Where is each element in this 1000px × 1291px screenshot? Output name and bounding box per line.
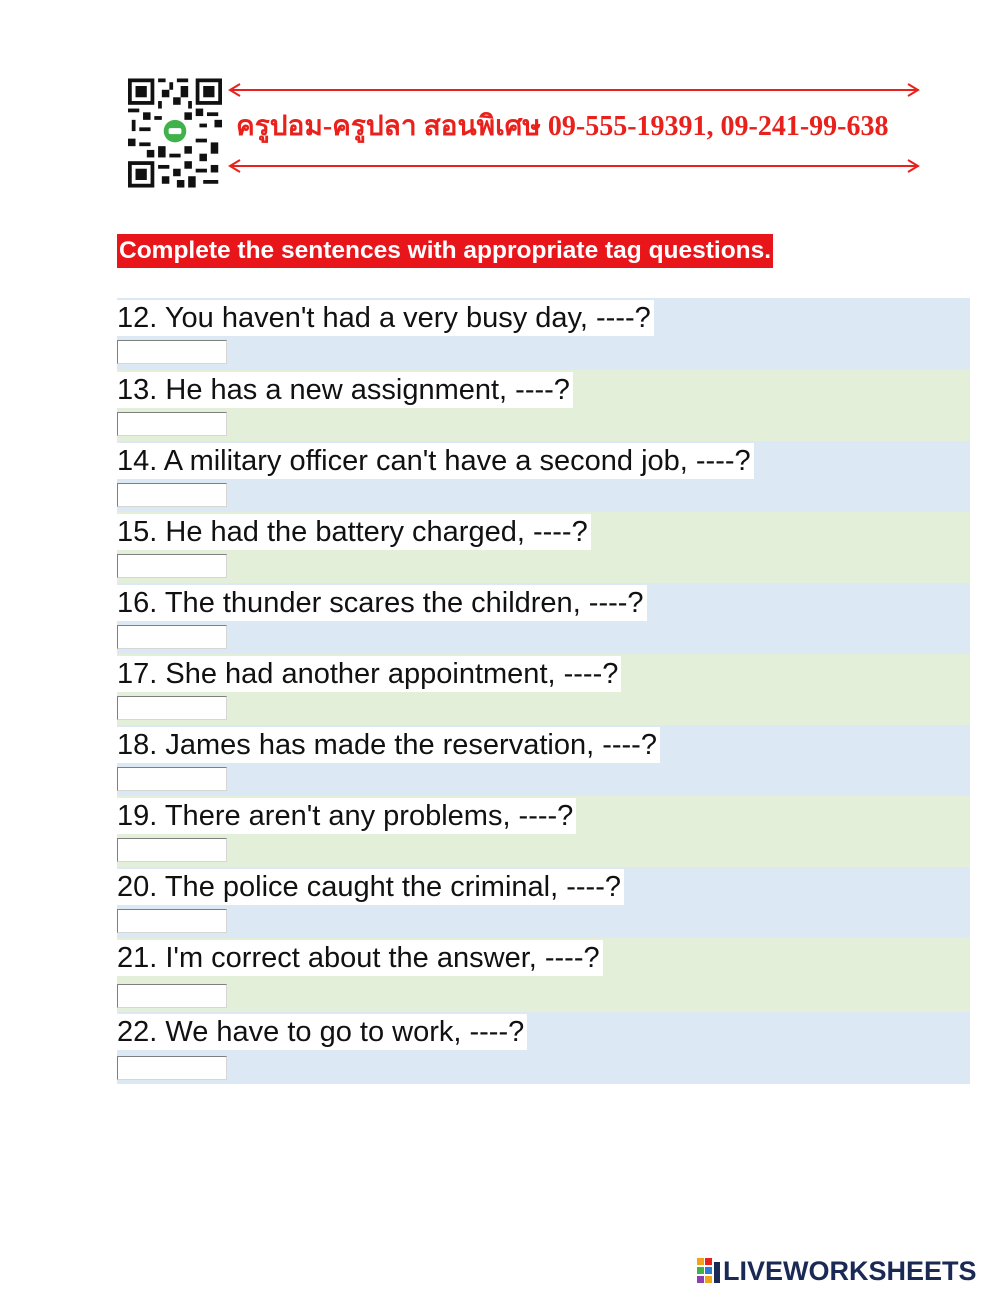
qr-code-icon [128, 78, 222, 188]
question-row-12 [117, 298, 970, 370]
question-row-14 [117, 441, 970, 512]
question-text: 19. There aren't any problems, ----? [117, 798, 576, 834]
answer-input-13[interactable] [117, 412, 227, 436]
question-row-18 [117, 725, 970, 796]
answer-input-12[interactable] [117, 340, 227, 364]
question-text: 20. The police caught the criminal, ----? [117, 869, 624, 905]
question-row-20 [117, 867, 970, 938]
question-row-16 [117, 583, 970, 654]
question-text: 16. The thunder scares the children, ----? [117, 585, 647, 621]
worksheet-header [120, 70, 930, 200]
question-text: 15. He had the battery charged, ----? [117, 514, 591, 550]
question-text: 21. I'm correct about the answer, ----? [117, 940, 603, 976]
answer-input-22[interactable] [117, 1056, 227, 1080]
question-row-22 [117, 1012, 970, 1084]
answer-input-21[interactable] [117, 984, 227, 1008]
answer-input-14[interactable] [117, 483, 227, 507]
answer-input-15[interactable] [117, 554, 227, 578]
contact-line: ครูปอม-ครูปลา สอนพิเศษ 09-555-19391, 09-241-99-638 [236, 111, 889, 142]
answer-input-19[interactable] [117, 838, 227, 862]
double-arrow-bottom-icon [228, 158, 920, 174]
question-row-21 [117, 938, 970, 1012]
question-text: 13. He has a new assignment, ----? [117, 372, 573, 408]
liveworksheets-logo [697, 1254, 977, 1288]
question-row-19 [117, 796, 970, 867]
answer-input-20[interactable] [117, 909, 227, 933]
question-text: 18. James has made the reservation, ----? [117, 727, 660, 763]
question-row-13 [117, 370, 970, 441]
answer-input-17[interactable] [117, 696, 227, 720]
answer-input-18[interactable] [117, 767, 227, 791]
question-text: 14. A military officer can't have a second job, ----? [117, 443, 754, 479]
answer-input-16[interactable] [117, 625, 227, 649]
question-row-15 [117, 512, 970, 583]
logo-text: LIVEWORKSHEETS [723, 1255, 977, 1286]
question-row-17 [117, 654, 970, 725]
question-text: 12. You haven't had a very busy day, ----? [117, 300, 654, 336]
instruction-banner: Complete the sentences with appropriate tag questions. [117, 234, 773, 268]
question-text: 22. We have to go to work, ----? [117, 1014, 527, 1050]
question-text: 17. She had another appointment, ----? [117, 656, 621, 692]
liveworksheets-mark-icon [697, 1258, 721, 1284]
double-arrow-top-icon [228, 82, 920, 98]
